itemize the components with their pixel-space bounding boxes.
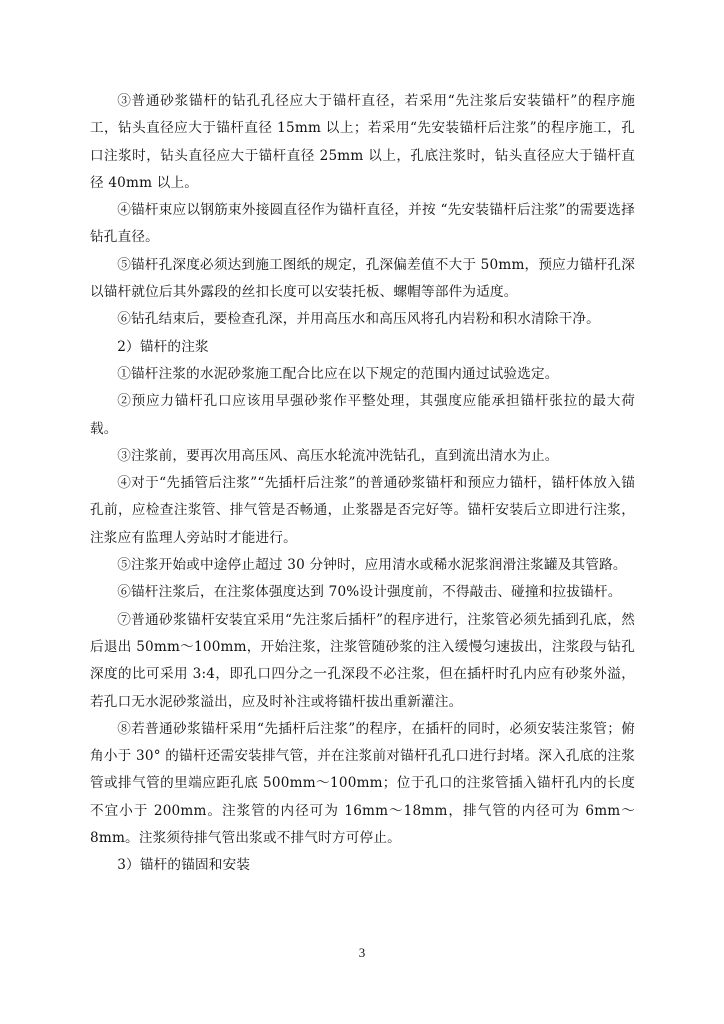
page-number: 3 [358,945,366,960]
paragraph-after-grouting: ⑥锚杆注浆后，在注浆体强度达到 70%设计强度前，不得敲击、碰撞和拉拔锚杆。 [117,584,622,601]
paragraph-hole-depth: ⑤锚杆孔深度必须达到施工图纸的规定，孔深偏差值不大于 50mm，预应力锚杆孔深以锚杆就位后其外露段的丝扣长度可以安装托板、螺帽等部件为适度。 [90,256,635,301]
paragraph-pipe-check: ④对于“先插管后注浆”“先插杆后注浆”的普通砂浆锚杆和预应力锚杆，锚杆体放入锚孔前，应检查注浆管、排气管是否畅通，止浆器是否完好等。锚杆安装后立即进行注浆，注浆应有监理人旁站时才能进行。 [90,475,635,546]
section-heading-grouting: 2）锚杆的注浆 [117,338,209,355]
paragraph-anchor-bundle-diameter: ④锚杆束应以钢筋束外接圆直径作为锚杆直径，并按 “先安装锚杆后注浆”的需要选择钻孔直径。 [90,202,635,246]
paragraph-grouting-pause: ⑤注浆开始或中途停止超过 30 分钟时，应用清水或稀水泥浆润滑注浆罐及其管路。 [117,557,627,574]
paragraph-insert-then-grout: ⑧若普通砂浆锚杆采用“先插杆后注浆”的程序，在插杆的同时，必须安装注浆管；俯角小于 30° 的锚杆还需安装排气管，并在注浆前对锚杆孔孔口进行封堵。深入孔底的注浆管或排气管的里端应距孔底 500mm～100mm；位于孔口的注浆管插入锚杆孔内的长度不宜小于 200mm。注浆管的内径可为 16mm～18mm，排气管的内径可为 6mm～8mm。注浆须待排气管出浆或不排气时方可停止。 [90,720,635,847]
paragraph-grout-then-insert: ⑦普通砂浆锚杆安装宜采用“先注浆后插杆”的程序进行，注浆管必须先插到孔底，然后退出 50mm～100mm，开始注浆，注浆管随砂浆的注入缓慢匀速拔出，注浆段与钻孔深度的比可采用 3:4，即孔口四分之一孔深段不必注浆，但在插杆时孔内应有砂浆外溢，若孔口无水泥砂浆溢出，应及时补注或将锚杆拔出重新灌注。 [90,611,635,710]
paragraph-hole-cleaning: ⑥钻孔结束后，要检查孔深，并用高压水和高压风将孔内岩粉和积水清除干净。 [117,311,600,328]
paragraph-prestressed-orifice: ②预应力锚杆孔口应该用早强砂浆作平整处理，其强度应能承担锚杆张拉的最大荷载。 [90,393,635,437]
document-body [90,88,635,880]
paragraph-flushing: ③注浆前，要再次用高压风、高压水轮流冲洗钻孔，直到流出清水为止。 [117,447,559,464]
section-heading-anchoring: 3）锚杆的锚固和安装 [117,857,251,874]
paragraph-mortar-mix: ①锚杆注浆的水泥砂浆施工配合比应在以下规定的范围内通过试验选定。 [117,365,559,382]
paragraph-drill-hole-diameter: ③普通砂浆锚杆的钻孔孔径应大于锚杆直径，若采用“先注浆后安装锚杆”的程序施工，钻头直径应大于锚杆直径 15mm 以上；若采用“先安装锚杆后注浆”的程序施工，孔口注浆时，钻头直径应大于锚杆直径 25mm 以上，孔底注浆时，钻头直径应大于锚杆直径 40mm 以上。 [90,93,635,191]
